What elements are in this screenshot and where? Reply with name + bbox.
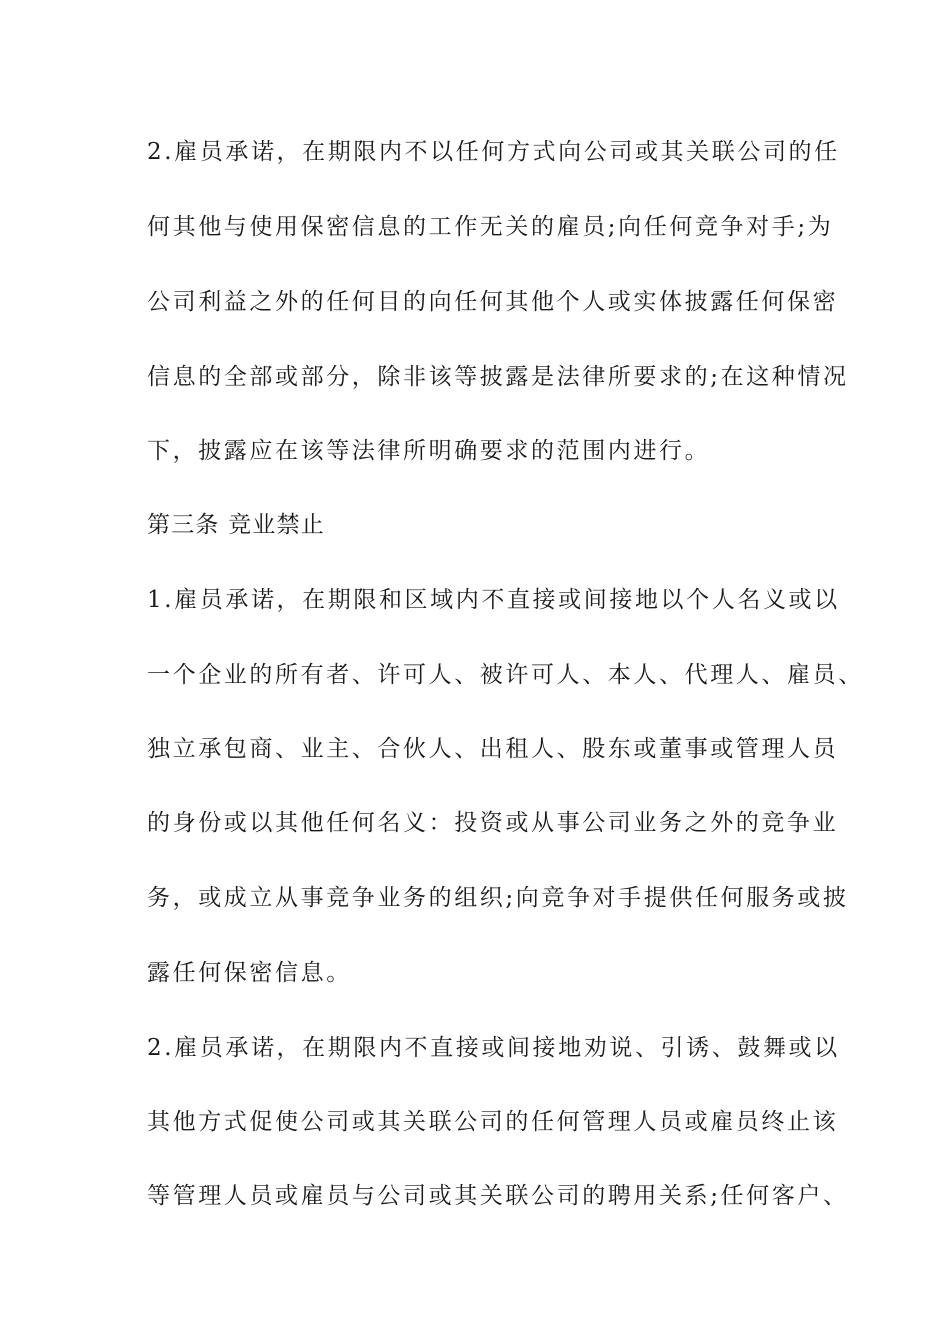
clause-1-line-2: 一个企业的所有者、许可人、被许可人、本人、代理人、雇员、 <box>147 662 864 688</box>
clause-1-line-1: 1.雇员承诺，在期限和区域内不直接或间接地以个人名义或以 <box>147 587 840 613</box>
clause-2-line-1: 2.雇员承诺，在期限内不直接或间接地劝说、引诱、鼓舞或以 <box>147 1035 840 1061</box>
paragraph-2-line-4: 信息的全部或部分，除非该等披露是法律所要求的;在这种情况 <box>147 364 849 390</box>
paragraph-2-line-1: 2.雇员承诺，在期限内不以任何方式向公司或其关联公司的任 <box>147 139 840 165</box>
clause-2-line-2: 其他方式促使公司或其关联公司的任何管理人员或雇员终止该 <box>147 1109 839 1135</box>
clause-2-line-3: 等管理人员或雇员与公司或其关联公司的聘用关系;任何客户、 <box>147 1183 849 1209</box>
clause-1-line-6: 露任何保密信息。 <box>147 960 352 986</box>
paragraph-2-line-2: 何其他与使用保密信息的工作无关的雇员;向任何竞争对手;为 <box>147 214 834 240</box>
section-heading-article-3: 第三条 竞业禁止 <box>147 512 325 538</box>
paragraph-2-line-3: 公司利益之外的任何目的向任何其他个人或实体披露任何保密 <box>147 289 839 315</box>
clause-1-line-3: 独立承包商、业主、合伙人、出租人、股东或董事或管理人员 <box>147 736 839 762</box>
paragraph-2-line-5: 下，披露应在该等法律所明确要求的范围内进行。 <box>147 438 711 464</box>
clause-1-line-5: 务，或成立从事竞争业务的组织;向竞争对手提供任何服务或披 <box>147 885 849 911</box>
clause-1-line-4: 的身份或以其他任何名义：投资或从事公司业务之外的竞争业 <box>147 810 839 836</box>
